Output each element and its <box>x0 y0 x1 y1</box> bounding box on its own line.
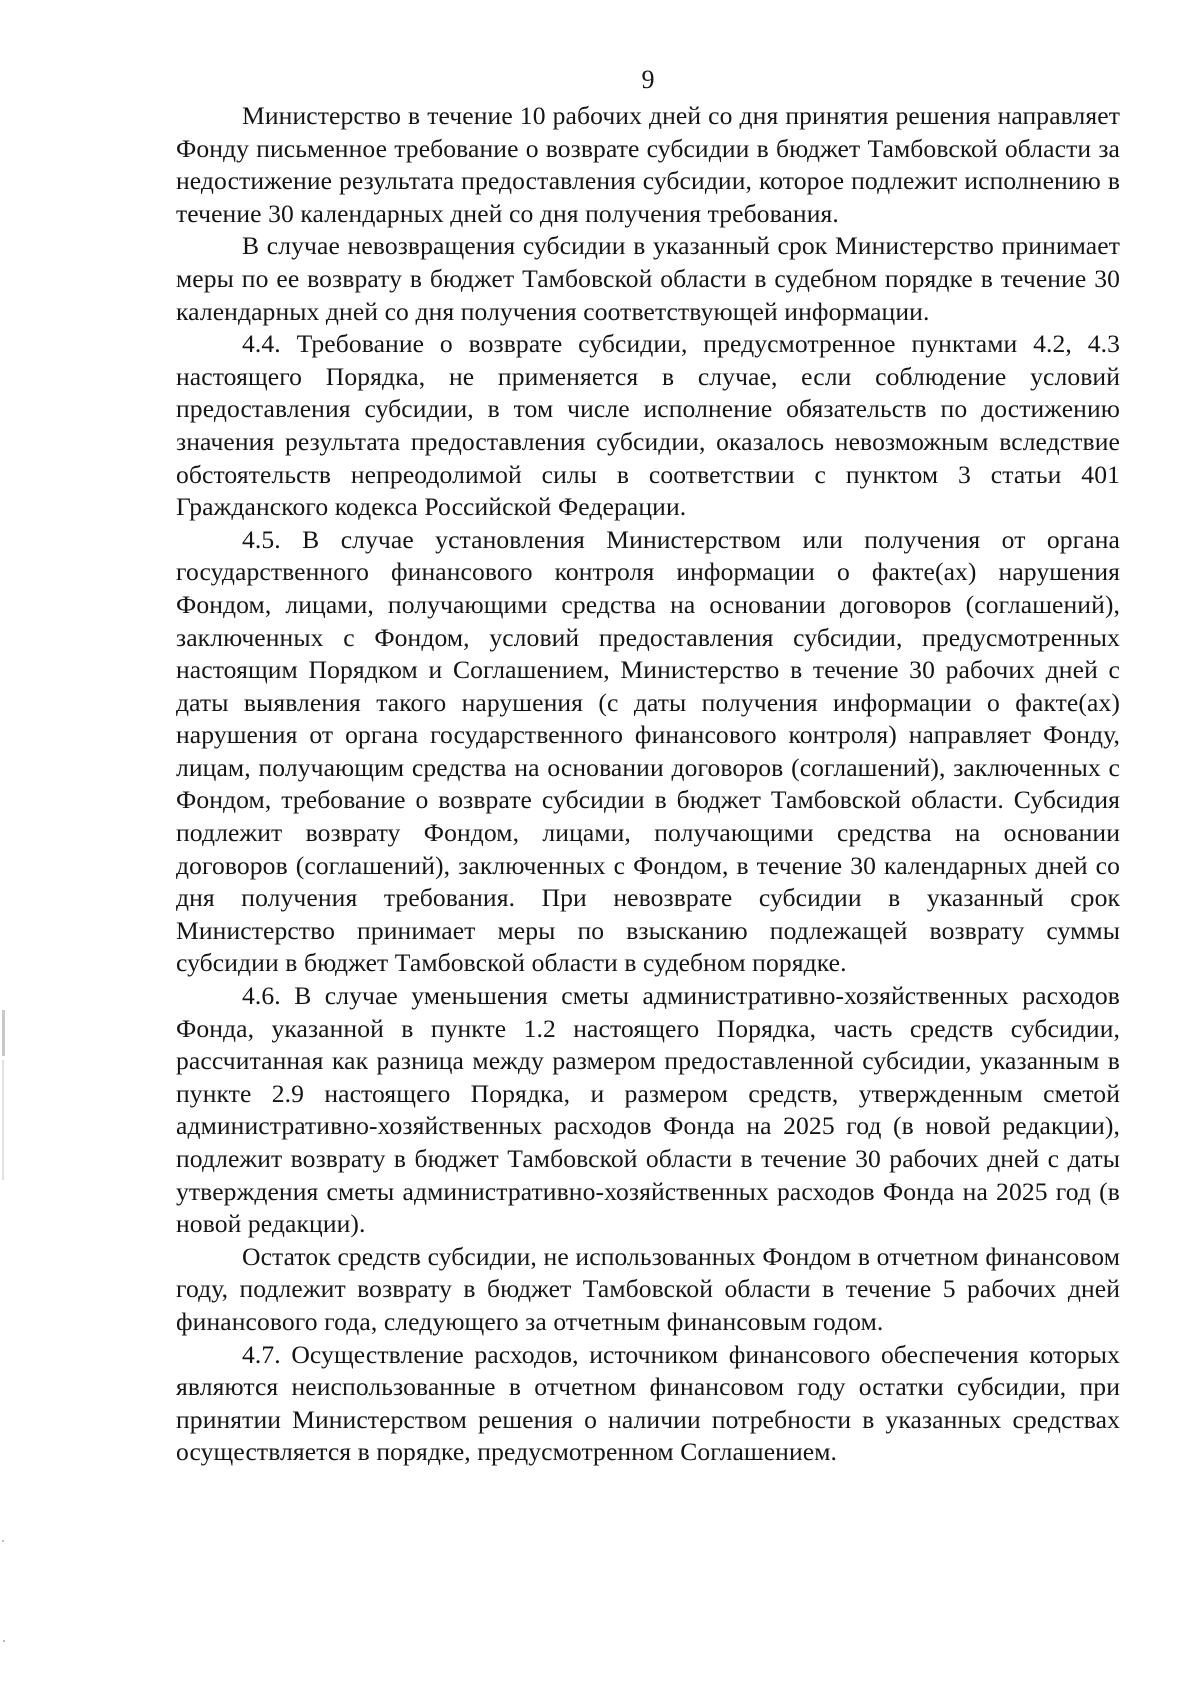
paragraph-balance: Остаток средств субсидии, не использованных Фондом в отчетном финансовом году, подлежит возврату в бюджет Тамбовской области в течение 5 рабочих дней финансового года, следующего за отчетным финансовым годом. <box>176 1241 1120 1336</box>
scan-edge-mark <box>2 1010 5 1056</box>
paragraph-ministry-demand: Министерство в течение 10 рабочих дней со дня принятия решения направляет Фонду письменное требование о возврате субсидии в бюджет Тамбовской области за недостижение результата предоставления субсидии, которое подлежит исполнению в течение 30 календарных дней со дня получения требования. <box>176 101 1120 228</box>
scan-dot <box>2 1540 4 1542</box>
page-number: 9 <box>641 65 655 94</box>
paragraph-non-return: В случае невозвращения субсидии в указанный срок Министерство принимает меры по ее возврату в бюджет Тамбовской области в судебном порядке в течение 30 календарных дней со дня получения соответствующей информации. <box>176 231 1120 326</box>
scan-edge-mark <box>2 1060 4 1180</box>
paragraph-4-4: 4.4. Требование о возврате субсидии, предусмотренное пунктами 4.2, 4.3 настоящего Порядка, не применяется в случае, если соблюдение условий предоставления субсидии, в том числе исполнение обязательств по достижению значения результата предоставления субсидии, оказалось невозможным вследствие обстоятельств непреодолимой силы в соответствии с пунктом 3 статьи 401 Гражданского кодекса Российской Федерации. <box>176 329 1120 522</box>
paragraph-4-7: 4.7. Осуществление расходов, источником финансового обеспечения которых являются неиспользованные в отчетном финансовом году остатки субсидии, при принятии Министерством решения о наличии потребности в указанных средствах осуществляется в порядке, предусмотренном Соглашением. <box>176 1339 1120 1467</box>
paragraph-4-6: 4.6. В случае уменьшения сметы административно-хозяйственных расходов Фонда, указанной в пункте 1.2 настоящего Порядка, часть средств субсидии, рассчитанная как разница между размером предоставленной субсидии, указанным в пункте 2.9 настоящего Порядка, и размером средств, утвержденным сметой административно-хозяйственных расходов Фонда на 2025 год (в новой редакции), подлежит возврату в бюджет Тамбовской области в течение 30 рабочих дней с даты утверждения сметы административно-хозяйственных расходов Фонда на 2025 год (в новой редакции). <box>176 981 1120 1239</box>
paragraph-4-5: 4.5. В случае установления Министерством или получения от органа государственного финансового контроля информации о факте(ах) нарушения Фондом, лицами, получающими средства на основании договоров (соглашений), заключенных с Фондом, условий предоставления субсидии, предусмотренных настоящим Порядком и Соглашением, Министерство в течение 30 рабочих дней с даты выявления такого нарушения (с даты получения информации о факте(ах) нарушения от органа государственного финансового контроля) направляет Фонду, лицам, получающим средства на основании договоров (соглашений), заключенных с Фондом, требование о возврате субсидии в бюджет Тамбовской области. Субсидия подлежит возврату Фондом, лицами, получающими средства на основании договоров (соглашений), заключенных с Фондом, в течение 30 календарных дней со дня получения требования. При невозврате субсидии в указанный срок Министерство принимает меры по взысканию подлежащей возврату суммы субсидии в бюджет Тамбовской области в судебном порядке. <box>176 524 1120 978</box>
scan-dot <box>3 1640 5 1642</box>
